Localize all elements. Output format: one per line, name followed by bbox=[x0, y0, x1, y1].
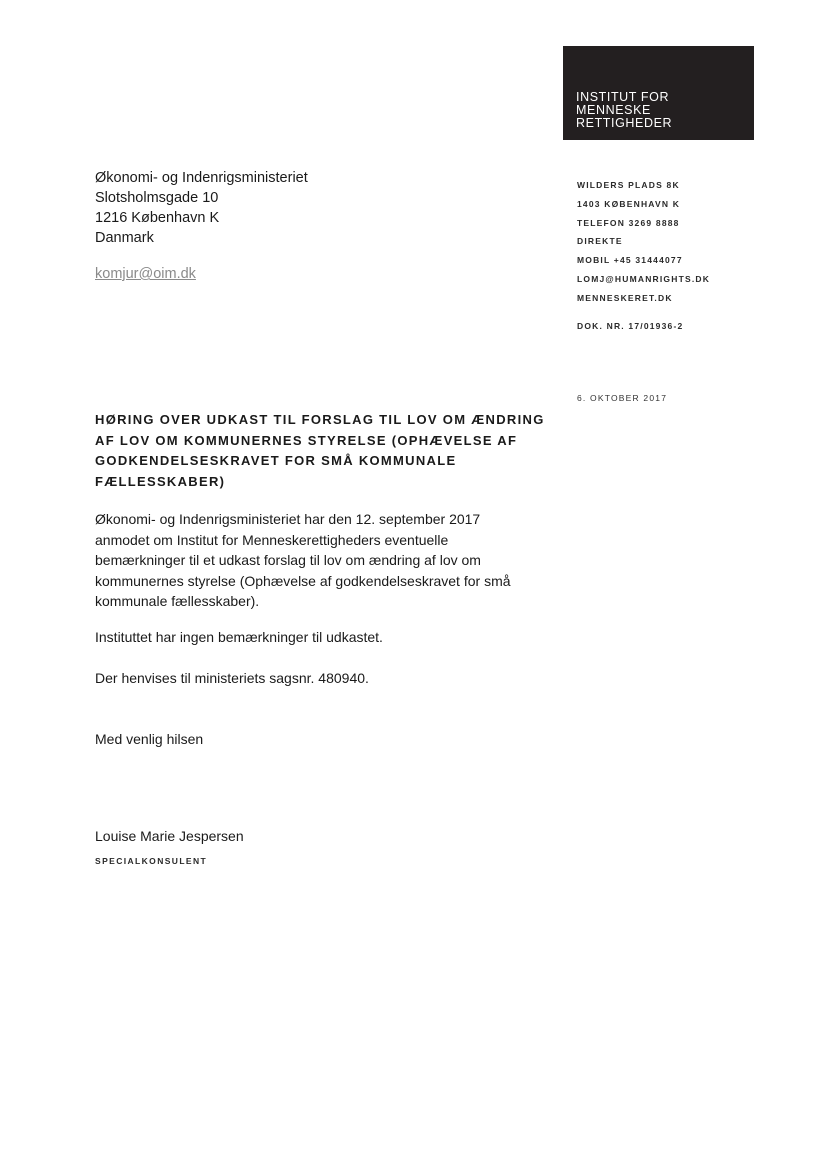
recipient-line: Danmark bbox=[95, 230, 154, 246]
logo-line-1: INSTITUT FOR bbox=[576, 90, 670, 104]
paragraph-line: bemærkninger til et udkast forslag til lov om ændring af lov om bbox=[95, 552, 481, 568]
sender-contact-block bbox=[577, 176, 710, 308]
institute-logo bbox=[563, 46, 754, 140]
recipient-line: Slotsholmsgade 10 bbox=[95, 190, 219, 206]
contact-line: DIREKTE bbox=[577, 236, 623, 247]
document-number: DOK. NR. 17/01936-2 bbox=[577, 321, 684, 331]
contact-line: MENNESKERET.DK bbox=[577, 292, 673, 303]
letter-date: 6. OKTOBER 2017 bbox=[577, 393, 668, 403]
contact-line: 1403 KØBENHAVN K bbox=[577, 198, 681, 209]
subject-line: FÆLLESSKABER) bbox=[95, 473, 226, 489]
contact-line: MOBIL +45 31444077 bbox=[577, 255, 683, 266]
subject-line: HØRING OVER UDKAST TIL FORSLAG TIL LOV OM ÆNDRING bbox=[95, 412, 545, 427]
logo-line-2: MENNESKE bbox=[576, 103, 651, 117]
subject-heading bbox=[95, 410, 565, 492]
recipient-email-link[interactable]: komjur@oim.dk bbox=[95, 266, 196, 282]
body-paragraph-2: Instituttet har ingen bemærkninger til udkastet. bbox=[95, 629, 383, 645]
paragraph-line: anmodet om Institut for Menneskerettigheders eventuelle bbox=[95, 531, 449, 548]
recipient-line: 1216 København K bbox=[95, 210, 220, 226]
body-paragraph-3: Der henvises til ministeriets sagsnr. 480940. bbox=[95, 670, 369, 686]
subject-line: GODKENDELSESKRAVET FOR SMÅ KOMMUNALE bbox=[95, 453, 457, 468]
signer-title: SPECIALKONSULENT bbox=[95, 856, 208, 866]
paragraph-line: kommunernes styrelse (Ophævelse af godkendelseskravet for små bbox=[95, 572, 511, 589]
contact-line: LOMJ@HUMANRIGHTS.DK bbox=[577, 273, 711, 284]
recipient-line: Økonomi- og Indenrigsministeriet bbox=[95, 170, 308, 186]
body-paragraph-1 bbox=[95, 509, 525, 612]
recipient-address bbox=[95, 168, 308, 248]
signer-name: Louise Marie Jespersen bbox=[95, 828, 244, 844]
paragraph-line: Økonomi- og Indenrigsministeriet har den 12. september 2017 bbox=[95, 511, 481, 527]
closing-salutation: Med venlig hilsen bbox=[95, 731, 204, 747]
contact-line: TELEFON 3269 8888 bbox=[577, 217, 680, 228]
logo-line-3: RETTIGHEDER bbox=[576, 116, 673, 130]
paragraph-line: kommunale fællesskaber). bbox=[95, 593, 260, 609]
contact-line: WILDERS PLADS 8K bbox=[577, 180, 680, 190]
subject-line: AF LOV OM KOMMUNERNES STYRELSE (OPHÆVELSE AF bbox=[95, 432, 518, 448]
